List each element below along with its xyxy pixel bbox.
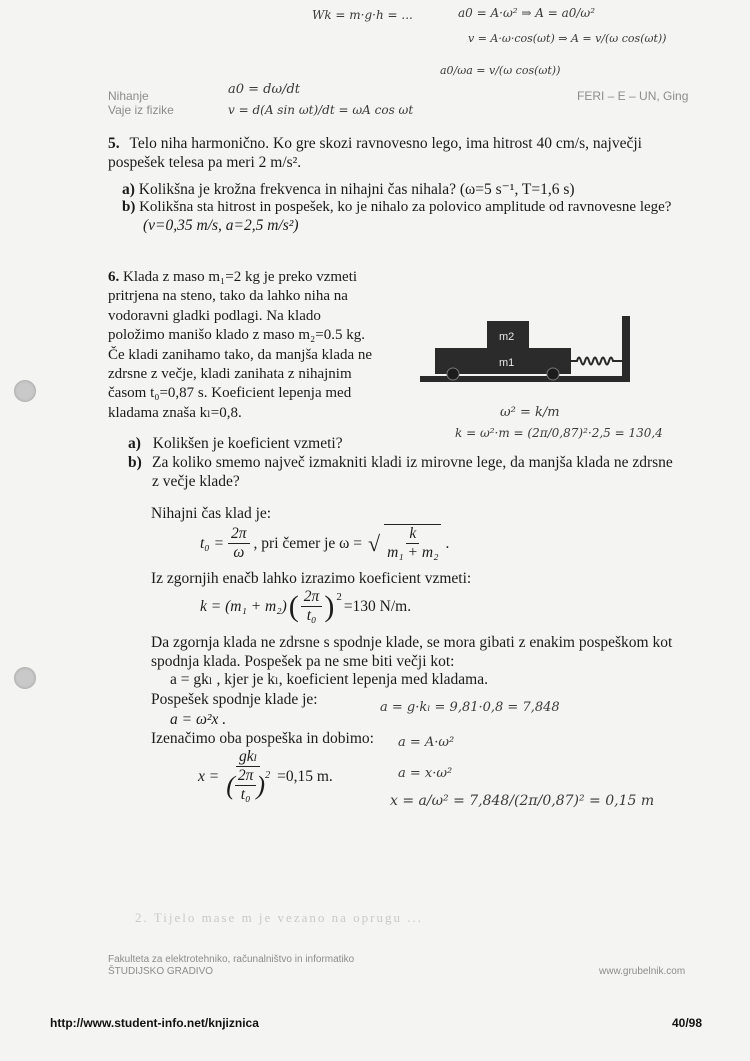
problem6-line1: 6. Klada z maso m₁=2 kg je preko vzmeti: [108, 269, 358, 285]
hand-k-calc: k = ω²·m = (2π/0,87)²·2,5 = 130,4: [455, 426, 663, 440]
problem6-line7: časom t₀=0,87 s. Koeficient lepenja med: [108, 385, 352, 402]
hand-x-result: x = a/ω² = 7,848/(2π/0,87)² = 0,15 m: [390, 793, 655, 809]
figure-wheel-left: [447, 368, 459, 380]
eq1-fraction: [228, 525, 250, 562]
eq5-numerator: gkₗ: [236, 748, 260, 767]
eq1-mid: , pri čemer je ω =: [253, 534, 363, 552]
problem5-a-text: Kolikšna je krožna frekvenca in nihajni čas nihala? (ω=5 s⁻¹, T=1,6 s): [138, 181, 575, 198]
header-right: FERI – E – UN, Ging: [577, 89, 689, 103]
figure-wheel-right: [547, 368, 559, 380]
handwriting-line1: Wk = m·g·h = ...: [312, 8, 413, 22]
footer-faculty-line2: ŠTUDIJSKO GRADIVO: [108, 966, 214, 977]
handwriting-line4: a0/ωa = v/(ω cos(ωt)): [440, 64, 561, 77]
footer-page-number: 40/98: [672, 1016, 703, 1030]
eq5-denominator: ( $\frac{2\pi}{\text{t₀}}$ ) $^2$: [226, 767, 271, 803]
problem6-b-text: Za koliko smemo največ izmakniti kladi iz mirovne lege, da manjša klada ne zdrsne z večje klade?: [152, 454, 673, 490]
solution-lower-block-acceleration: Pospešek spodnje klade je:: [151, 691, 318, 708]
problem6-part-b: [128, 453, 678, 491]
eq1-root-numerator: k: [406, 525, 419, 544]
sqrt-icon: √: [368, 530, 381, 556]
eq1-root-denominator: m₁ + m₂: [387, 544, 439, 561]
eq1-root-fraction: [384, 524, 441, 562]
handwriting-line5: a0 = dω/dt: [228, 82, 301, 97]
problem5-number: 5.: [108, 135, 120, 152]
figure-wall: [622, 316, 630, 382]
eq2-lhs: k = (m₁ + m₂): [200, 598, 287, 615]
eq5-inner-denominator: t₀: [240, 786, 251, 803]
eq2-numerator: 2π: [301, 588, 323, 607]
problem5-part-a: [122, 180, 682, 199]
problem6-line4: položimo manišo klado z maso m₂=0.5 kg.: [108, 327, 365, 344]
problem6-number: 6.: [108, 269, 120, 285]
footer-url[interactable]: http://www.student-info.net/knjiznica: [50, 1016, 259, 1030]
problem6-a-label: a): [128, 435, 141, 452]
handwriting-line6: v = d(A sin ωt)/dt = ωA cos ωt: [228, 103, 414, 117]
binder-hole-bottom: [14, 667, 36, 689]
hand-a-gk: a = g·kₗ = 9,81·0,8 = 7,848: [380, 700, 560, 715]
eq5-inner-fraction: [235, 767, 257, 804]
eq1-denominator: ω: [233, 543, 245, 561]
eq5-fraction: [223, 748, 273, 804]
solution-intro: Nihajni čas klad je:: [151, 505, 272, 522]
equation-friction-acceleration: a = gkₗ , kjer je kₗ, koeficient lepenja med kladama.: [170, 671, 488, 688]
problem6-b-label: b): [128, 454, 142, 471]
eq5-lhs: x =: [198, 767, 220, 785]
footer-faculty-line1: Fakulteta za elektrotehniko, računalništvo in informatiko: [108, 954, 355, 965]
problem5-a-label: a): [122, 181, 135, 198]
figure-label-m2: m2: [499, 331, 515, 343]
footer-site: www.grubelnik.com: [599, 966, 686, 977]
figure-label-m1: m1: [499, 357, 515, 369]
problem6-description: [108, 268, 398, 423]
problem6-a-text: Kolikšen je koeficient vzmeti?: [152, 435, 343, 452]
problem6-line8: kladama znaša kₗ=0,8.: [108, 404, 242, 421]
eq5-result: =0,15 m.: [277, 767, 333, 785]
hand-a-aomega: a = A·ω²: [398, 735, 455, 750]
eq2-fraction: [301, 588, 323, 625]
header-left-subtitle: Vaje iz fizike: [108, 103, 174, 117]
handwriting-line3: v = A·ω·cos(ωt) ⇒ A = v/(ω cos(ωt)): [468, 32, 667, 45]
equation-amplitude: [198, 748, 333, 804]
hand-a-xomega: a = x·ω²: [398, 766, 453, 781]
problem5-b-label: b): [122, 199, 136, 215]
header-left-title: Nihanje: [108, 89, 149, 103]
problem6-line5: Če kladi zanihamo tako, da manjša klada ne: [108, 346, 373, 363]
problem5-text: Telo niha harmonično. Ko gre skozi ravnovesno lego, ima hitrost 40 cm/s, največji pospešek telesa pa meri 2 m/s².: [108, 135, 642, 171]
eq2-denominator: t₀: [306, 607, 317, 624]
eq2-result: =130 N/m.: [343, 598, 412, 615]
equation-lower-acceleration: a = ω²x .: [170, 711, 227, 728]
problem5-part-b: [122, 198, 682, 217]
faded-bleedthrough-text: 2. Tijelo mase m je vezano na oprugu ...: [135, 910, 423, 925]
eq1-numerator: 2π: [228, 525, 250, 544]
problem6-line6: zdrsne z večje, kladi zanihata z nihajnim: [108, 366, 352, 383]
eq1-lhs: t₀ =: [200, 534, 225, 552]
problem6-line3: vodoravni gladki podlagi. Na klado: [108, 307, 321, 324]
equation-period: t₀ = $\frac{2\pi}{\omega}$ , pri čemer je ω = √ $\frac{k}{\text{m₁ + m₂}}$ .: [200, 524, 450, 561]
equation-spring-constant: k = (m₁ + m₂) ( $\frac{2\pi}{\text{t₀}}$ ) $^2$ =130 N/m.: [200, 588, 412, 624]
solution-friction-text: Da zgornja klada ne zdrsne s spodnje klade, se mora gibati z enakim pospeškom kot spodnja klada. Pospešek pa ne sme biti večji kot:: [151, 634, 673, 670]
problem5-b-answer: (v=0,35 m/s, a=2,5 m/s²): [143, 217, 299, 234]
handwriting-line2: a0 = A·ω² ⇒ A = a0/ω²: [458, 6, 596, 20]
spring-blocks-figure: [415, 316, 641, 392]
binder-hole-top: [14, 380, 36, 402]
hand-omega-squared: ω² = k/m: [500, 405, 560, 420]
solution-spring-constant-intro: Iz zgornjih enačb lahko izrazimo koeficient vzmeti:: [151, 570, 472, 587]
problem5-statement: [108, 134, 668, 172]
problem5-b-text: Kolikšna sta hitrost in pospešek, ko je nihalo za polovico amplitude od ravnovesne lege?: [139, 199, 672, 215]
figure-spring: [571, 358, 622, 365]
problem6-part-a: [128, 434, 343, 453]
solution-equate: Izenačimo oba pospeška in dobimo:: [151, 730, 374, 747]
eq5-inner-numerator: 2π: [235, 767, 257, 786]
problem6-line2: pritrjena na steno, tako da lahko niha na: [108, 288, 348, 305]
